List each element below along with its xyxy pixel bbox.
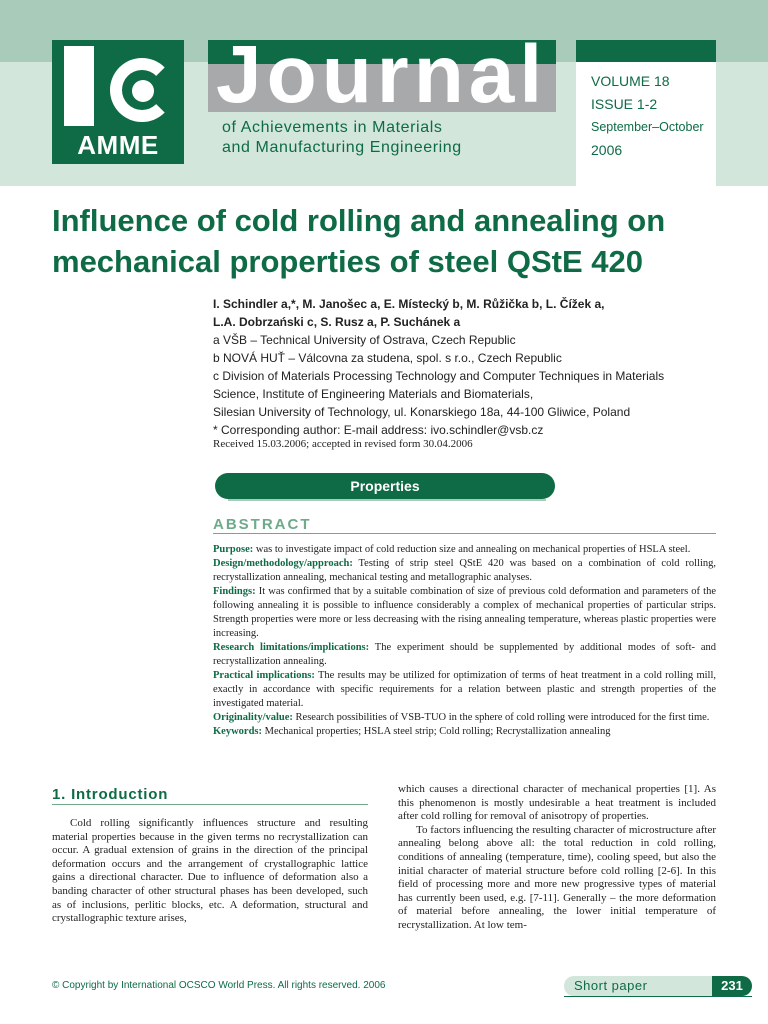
abstract-limitations [213, 641, 716, 669]
findings-text: It was confirmed that by a suitable combination of size of previous cold deformation and parameters of the following annealing it is possible to influence considerably a complex of mechanical properties of particular strips. Strength properties were more or less decreasing with the rising annealing temperature, whereas plastic properties were increasing. [213, 586, 716, 639]
category-underline [228, 499, 546, 501]
section-divider [52, 804, 368, 805]
abstract-design [213, 557, 716, 585]
page-number: 231 [712, 976, 752, 996]
limitations-label: Research limitations/implications: [213, 642, 370, 653]
journal-subtitle-line1: of Achievements in Materials [222, 119, 443, 136]
findings-label: Findings: [213, 586, 256, 597]
purpose-text: was to investigate impact of cold reduction size and annealing on mechanical properties of HSLA steel. [253, 544, 691, 555]
authors-block [213, 295, 733, 439]
keywords-label: Keywords: [213, 726, 262, 737]
intro-paragraph-2: which causes a directional character of mechanical properties [1]. As this phenomenon is mostly undesirable a heat treatment is included after cold rolling for removal of anisotropy of properties. [398, 783, 716, 823]
paper-type-tag: Short paper [564, 976, 712, 996]
section-heading-introduction: 1. Introduction [52, 786, 169, 803]
journal-word: Journal [216, 29, 548, 120]
logo-text: AMME [77, 130, 159, 160]
issue-year: 2006 [591, 142, 623, 158]
abstract-practical [213, 669, 716, 711]
design-label: Design/methodology/approach: [213, 558, 353, 569]
corresponding-author: * Corresponding author: E-mail address: ivo.schindler@vsb.cz [213, 423, 544, 437]
footer-rule [564, 996, 752, 997]
category-badge: Properties [215, 473, 555, 499]
article-title-line2: mechanical properties of steel QStE 420 [52, 244, 643, 279]
intro-paragraph-1: Cold rolling significantly influences structure and resulting material properties because in the given terms no recrystallization can occur. A gradual extension of grains in the direction of the principal deformation occurs and the arrangement of crystallographic lattice gains a directional character. Due to influence of deformation also a banding character of other structural phases has been developed, such as of inclusions, perlitic blocks, etc. A deformation, structural and crystallographic texture arises, [52, 817, 368, 925]
copyright-notice: © Copyright by International OCSCO World Press. All rights reserved. 2006 [52, 980, 386, 991]
logo-dot-shape [132, 80, 154, 102]
abstract-keywords [213, 725, 716, 739]
body-column-right [398, 783, 716, 933]
limitations-text: The experiment should be supplemented by additional modes of soft- and recrystallization annealing. [213, 642, 717, 667]
affiliation-c-line2: Science, Institute of Engineering Materials and Biomaterials, [213, 387, 534, 401]
authors-line1: I. Schindler a,*, M. Janošec a, E. Místecký b, M. Růžička b, L. Čížek a, [213, 297, 605, 311]
article-title [52, 200, 732, 282]
abstract-divider [213, 533, 716, 534]
keywords-text: Mechanical properties; HSLA steel strip; Cold rolling; Recrystallization annealing [262, 726, 611, 737]
affiliation-a: a VŠB – Technical University of Ostrava, Czech Republic [213, 333, 516, 347]
issue-months: September–October [591, 120, 704, 134]
abstract-originality [213, 711, 716, 725]
volume-info [591, 70, 704, 162]
volume-box-band [576, 40, 716, 62]
design-text: Testing of strip steel QStE 420 was based on a combination of cold rolling, recrystallization annealing, mechanical testing and metallographic analyses. [213, 558, 716, 583]
practical-label: Practical implications: [213, 670, 315, 681]
abstract-findings [213, 585, 716, 641]
originality-text: Research possibilities of VSB-TUO in the sphere of cold rolling were introduced for the first time. [292, 712, 710, 723]
affiliation-b: b NOVÁ HUŤ – Válcovna za studena, spol. s r.o., Czech Republic [213, 351, 562, 365]
authors-line2: L.A. Dobrzański c, S. Rusz a, P. Suchánek a [213, 315, 461, 329]
affiliation-c-line1: c Division of Materials Processing Technology and Computer Techniques in Materials [213, 369, 665, 383]
abstract-heading: ABSTRACT [213, 516, 312, 533]
abstract-purpose [213, 543, 716, 557]
intro-paragraph-3: To factors influencing the resulting character of microstructure after annealing belong above all: the total reduction in cold rolling, conditions of annealing (temperature, time), cooling speed, but also the initial character of material structure before cold rolling [2-6]. In this field of processing more and more new progressive types of material has currently been used, e.g. [7-11]. Generally – the more deformation of material before annealing, the lower initial temperature of recrystallization. At low tem- [398, 823, 716, 931]
volume-number: VOLUME 18 [591, 73, 670, 89]
originality-label: Originality/value: [213, 712, 293, 723]
logo-j-shape [64, 46, 94, 126]
article-title-line1: Influence of cold rolling and annealing on [52, 203, 666, 238]
abstract-body [213, 543, 716, 739]
journal-subtitle-line2: and Manufacturing Engineering [222, 139, 462, 156]
journal-subtitle [222, 118, 462, 158]
jamme-logo [52, 40, 184, 164]
practical-text: The results may be utilized for optimization of terms of heat treatment in a cold rolling mill, exactly in accordance with specific requirements for a relation between plastic and strength properties of the investigated material. [213, 670, 717, 709]
body-column-left [52, 817, 368, 926]
purpose-label: Purpose: [213, 544, 254, 555]
affiliation-c-line3: Silesian University of Technology, ul. Konarskiego 18a, 44-100 Gliwice, Poland [213, 405, 631, 419]
issue-number: ISSUE 1-2 [591, 96, 658, 112]
received-dates: Received 15.03.2006; accepted in revised form 30.04.2006 [213, 438, 473, 450]
